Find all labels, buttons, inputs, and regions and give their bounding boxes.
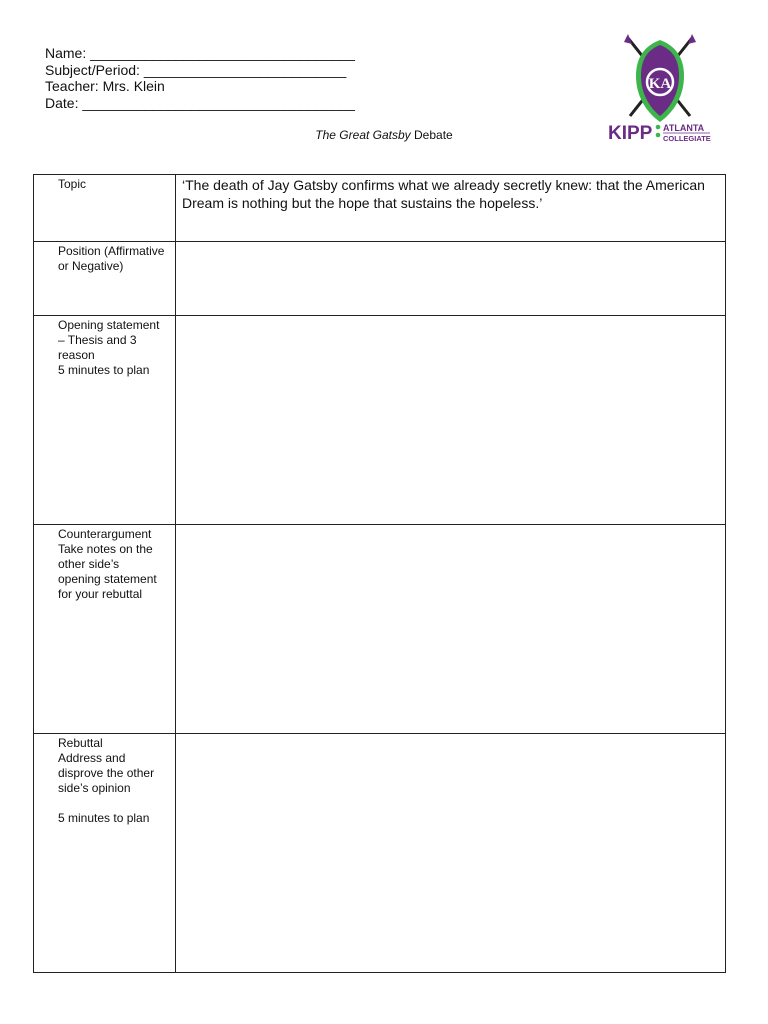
table-row-rebuttal (34, 734, 726, 973)
table-row-position (34, 242, 726, 316)
student-info-header (45, 45, 355, 111)
position-answer-area[interactable] (176, 242, 726, 316)
logo-monogram: KA (648, 76, 672, 92)
debate-worksheet-table (33, 174, 726, 973)
table-row-opening-statement (34, 316, 726, 525)
subject-period-field[interactable]: Subject/Period: __________________________ (45, 61, 347, 78)
topic-text: ‘The death of Jay Gatsby confirms what we already secretly knew: that the American Dream is nothing but the hope that sustains the hopeless.’ (176, 175, 726, 242)
label-opening-statement: Opening statement – Thesis and 3 reason 5 minutes to plan (34, 316, 176, 525)
label-position: Position (Affirmative or Negative) (34, 242, 176, 316)
rebuttal-answer-area[interactable] (176, 734, 726, 973)
logo-collegiate-text: COLLEGIATE (663, 134, 711, 143)
date-field[interactable]: Date: ___________________________________ (45, 94, 355, 111)
name-field[interactable]: Name: __________________________________ (45, 45, 355, 61)
title-book-name: The Great Gatsby (315, 128, 411, 142)
label-counterargument: Counterargument Take notes on the other side’s opening statement for your rebuttal (34, 525, 176, 734)
logo-kipp-text: KIPP (608, 123, 653, 144)
teacher-line: Teacher: Mrs. Klein (45, 78, 165, 94)
label-topic: Topic (34, 175, 176, 242)
opening-statement-answer-area[interactable] (176, 316, 726, 525)
table-row-topic (34, 175, 726, 242)
label-rebuttal: Rebuttal Address and disprove the other side’s opinion 5 minutes to plan (34, 734, 176, 973)
logo-atlanta-text: ATLANTA (663, 123, 705, 133)
table-row-counterargument (34, 525, 726, 734)
kipp-atlanta-collegiate-logo (604, 32, 716, 146)
title-suffix: Debate (410, 128, 453, 142)
counterargument-answer-area[interactable] (176, 525, 726, 734)
